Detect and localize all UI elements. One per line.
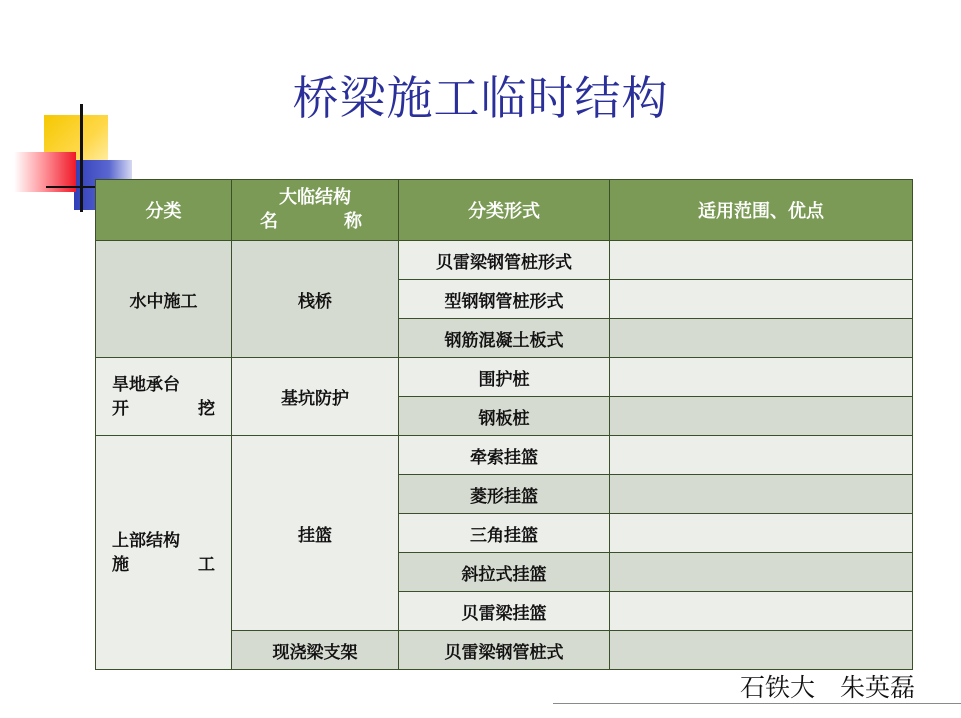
- category-line1: 上部结构: [112, 530, 180, 551]
- header-structure-name: [232, 180, 399, 241]
- structure-name-cell: 现浇梁支架: [232, 631, 399, 670]
- table-row: [96, 436, 913, 475]
- category-cell: [96, 436, 232, 670]
- scope-cell: [610, 553, 913, 592]
- scope-cell: [610, 475, 913, 514]
- form-cell: 钢筋混凝土板式: [399, 319, 610, 358]
- category-char2: 工: [198, 554, 215, 575]
- scope-cell: [610, 592, 913, 631]
- form-cell: 牵索挂篮: [399, 436, 610, 475]
- scope-cell: [610, 514, 913, 553]
- table-row: [96, 358, 913, 397]
- category-cell: [96, 358, 232, 436]
- structure-name-cell: 栈桥: [232, 241, 399, 358]
- header-scope: 适用范围、优点: [610, 180, 913, 241]
- scope-cell: [610, 436, 913, 475]
- form-cell: 贝雷梁钢管桩式: [399, 631, 610, 670]
- category-line2: [112, 553, 231, 577]
- form-cell: 型钢钢管桩形式: [399, 280, 610, 319]
- category-char1: 施: [112, 554, 129, 575]
- category-cell: 水中施工: [96, 241, 232, 358]
- table-row: [96, 241, 913, 280]
- form-cell: 菱形挂篮: [399, 475, 610, 514]
- structure-table: [95, 179, 913, 670]
- structure-name-cell: 基坑防护: [232, 358, 399, 436]
- scope-cell: [610, 631, 913, 670]
- category-char1: 开: [112, 398, 129, 419]
- form-cell: 贝雷梁挂篮: [399, 592, 610, 631]
- category-char2: 挖: [198, 398, 215, 419]
- scope-cell: [610, 397, 913, 436]
- table-header-row: [96, 180, 913, 241]
- form-cell: 三角挂篮: [399, 514, 610, 553]
- form-cell: 斜拉式挂篮: [399, 553, 610, 592]
- form-cell: 围护桩: [399, 358, 610, 397]
- footer-divider: [553, 703, 961, 704]
- form-cell: 钢板桩: [399, 397, 610, 436]
- scope-cell: [610, 358, 913, 397]
- scope-cell: [610, 280, 913, 319]
- page-title: 桥梁施工临时结构: [292, 71, 669, 125]
- header-structure-name-char1: 名: [260, 211, 278, 232]
- category-line1: 旱地承台: [112, 374, 180, 395]
- scope-cell: [610, 241, 913, 280]
- form-cell: 贝雷梁钢管桩形式: [399, 241, 610, 280]
- structure-name-cell: 挂篮: [232, 436, 399, 631]
- header-structure-name-line2: [232, 210, 398, 234]
- header-category: 分类: [96, 180, 232, 241]
- header-form: 分类形式: [399, 180, 610, 241]
- header-structure-name-line1: 大临结构: [279, 187, 351, 208]
- header-structure-name-char2: 称: [344, 211, 362, 232]
- category-line2: [112, 397, 231, 421]
- scope-cell: [610, 319, 913, 358]
- author-credit: 石铁大 朱英磊: [740, 673, 916, 702]
